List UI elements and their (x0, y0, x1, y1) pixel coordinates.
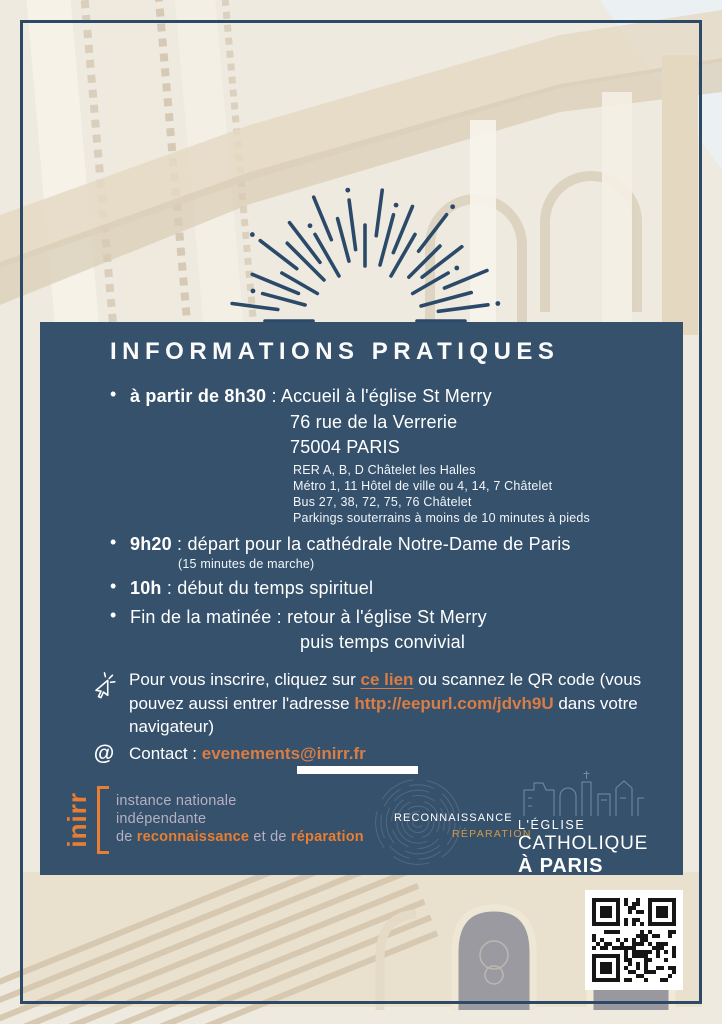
paris-skyline-icon (520, 768, 646, 816)
signup-url-link[interactable]: http://eepurl.com/jdvh9U (354, 693, 554, 713)
transit-line: Parkings souterrains à moins de 10 minutes à pieds (293, 511, 590, 526)
eglise-line1: L'ÉGLISE (518, 818, 586, 832)
reconnaissance-reparation-logo (362, 774, 537, 870)
bullet-icon (110, 576, 130, 602)
signup-section (90, 668, 683, 739)
qr-code (585, 890, 683, 990)
transit-line: Bus 27, 38, 72, 75, 76 Châtelet (293, 495, 472, 510)
contact-text: Contact : evenements@inirr.fr (129, 744, 366, 764)
schedule-line: 9h20 : départ pour la cathédrale Notre-Dame de Paris (130, 533, 571, 554)
schedule-item-depart (110, 532, 683, 574)
reparation-label: RÉPARATION (452, 828, 532, 840)
address-line: 75004 PARIS (290, 437, 400, 458)
page-title: INFORMATIONS PRATIQUES (110, 338, 560, 365)
info-panel (40, 322, 683, 875)
transit-info (293, 462, 590, 527)
schedule-line: puis temps convivial (300, 632, 466, 653)
schedule-line: à partir de 8h30 : Accueil à l'église St Merry (130, 386, 492, 406)
schedule-line: Fin de la matinée : retour à l'église St Merry (130, 606, 487, 627)
bullet-icon (110, 384, 130, 529)
click-cursor-icon (90, 670, 118, 702)
eglise-line2: CATHOLIQUE (518, 833, 649, 854)
schedule-line: 10h : début du temps spirituel (130, 578, 374, 599)
schedule-item-retour (110, 605, 683, 656)
inirr-logo (64, 786, 364, 854)
at-sign-icon: @ (93, 742, 115, 766)
contact-email-link[interactable]: evenements@inirr.fr (201, 744, 366, 764)
address-line: 76 rue de la Verrerie (290, 411, 458, 432)
bullet-icon (110, 532, 130, 574)
reconnaissance-label: RECONNAISSANCE (394, 812, 513, 824)
sunburst-icon (197, 183, 533, 323)
eglise-line3: À PARIS (518, 855, 604, 877)
inirr-tagline: instance nationale indépendante de reconnaissance et de réparation (116, 793, 364, 845)
schedule-item-temps-spirituel (110, 576, 683, 602)
transit-line: RER A, B, D Châtelet les Halles (293, 462, 476, 477)
signup-text: Pour vous inscrire, cliquez sur ce lien ou scannez le QR code (vous pouvez aussi entrer l'adresse http://eepurl.com/jdvh9U dans votre navigateur) (129, 669, 642, 737)
qr-code-pattern (592, 898, 676, 982)
bullet-icon (110, 605, 130, 656)
inirr-wordmark: inirr (62, 792, 92, 848)
walk-duration-note: (15 minutes de marche) (178, 557, 315, 572)
schedule-list (110, 384, 683, 656)
schedule-item-accueil (110, 384, 683, 529)
contact-section (90, 742, 683, 766)
signup-link[interactable]: ce lien (360, 669, 414, 689)
transit-line: Métro 1, 11 Hôtel de ville ou 4, 14, 7 Châtelet (293, 478, 553, 493)
divider-bar (297, 766, 418, 774)
inirr-bracket-icon (97, 786, 109, 854)
eglise-catholique-paris-logo (518, 768, 668, 878)
